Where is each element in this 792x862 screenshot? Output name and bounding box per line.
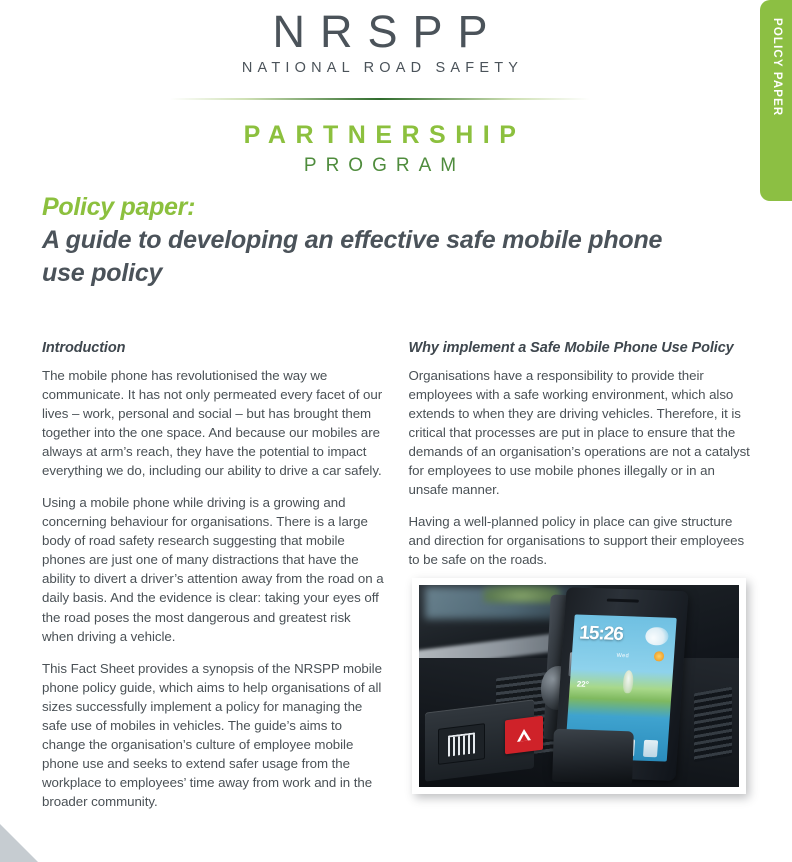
wallpaper-tree [622, 671, 634, 694]
nrspp-logo-wordmark: NRSPP [272, 6, 503, 57]
photo-car-dashboard-phone-mount [419, 585, 739, 787]
air-vent-right [694, 687, 732, 762]
program-wordmark: PROGRAM [303, 155, 466, 177]
defroster-icon [448, 732, 475, 756]
weather-cloud-icon [645, 627, 669, 646]
defroster-button [438, 724, 485, 766]
paragraph: Organisations have a responsibility to provide their employees with a safe working environment, which also extends to when they are driving vehicles. Therefore, it is critical that processes are put in place to ensure that the demands of an organisation’s operations are not a catalyst for employees to use mobile phones illegally or in an unsafe manner. [408, 367, 750, 498]
photo-frame [412, 578, 746, 794]
phone-clock-day: Wed [616, 652, 630, 660]
paragraph: This Fact Sheet provides a synopsis of the NRSPP mobile phone policy guide, which aims to help organisations of all sizes successfully implement a policy for managing the safe use of mobiles in vehicles. The guide’s aims to change the organisation’s culture of employee mobile phone use and seeks to extend safer usage from the workplace to employees’ time away from work and in the broader community. [42, 660, 382, 810]
nrspp-logo-tagline: NATIONAL ROAD SAFETY [241, 60, 524, 77]
partnership-wordmark: PARTNERSHIP [243, 121, 526, 150]
paragraph: Having a well-planned policy in place can give structure and direction for organisations to support their employees to be safe on the roads. [408, 514, 745, 568]
paragraph: The mobile phone has revolutionised the way we communicate. It has not only permeated every facet of our lives – work, personal and social – but has brought them together into the one space. And because our mobiles are always at arm’s reach, they have the potential to impact everything we do, including our ability to drive a car safely. [42, 367, 383, 478]
side-tab-policy-paper[interactable] [760, 0, 792, 201]
paragraph: Using a mobile phone while driving is a growing and concerning behaviour for organisations. There is a large body of road safety research suggesting that mobile phones are just one of many distractions that have the ability to divert a driver’s attention away from the road on a daily basis. And the evidence is clear: taking your eyes off the road poses the most dangerous and greatest risk when driving a vehicle. [42, 495, 384, 644]
window-greenery [483, 585, 560, 603]
side-tab-label: POLICY PAPER [771, 18, 783, 117]
hazard-triangle-icon [518, 729, 532, 743]
page-title [42, 192, 722, 290]
page-title-kicker: Policy paper: [42, 193, 196, 221]
phone-cradle-holder [552, 729, 634, 784]
masthead-divider [170, 98, 590, 100]
masthead [0, 0, 760, 177]
section-heading-introduction: Introduction [42, 340, 126, 356]
section-heading-why-implement: Why implement a Safe Mobile Phone Use Policy [408, 340, 734, 356]
weather-sun-icon [654, 651, 664, 661]
app-icon [643, 740, 658, 757]
phone-earpiece [607, 599, 639, 603]
phone-clock-time: 15:26 [578, 622, 624, 646]
hazard-lights-button [505, 716, 543, 755]
corner-accent-bottom-left [0, 824, 38, 862]
phone-weather-temperature: 22° [576, 679, 590, 689]
column-left [42, 338, 386, 811]
page-title-main: A guide to developing an effective safe mobile phone use policy [42, 226, 663, 288]
